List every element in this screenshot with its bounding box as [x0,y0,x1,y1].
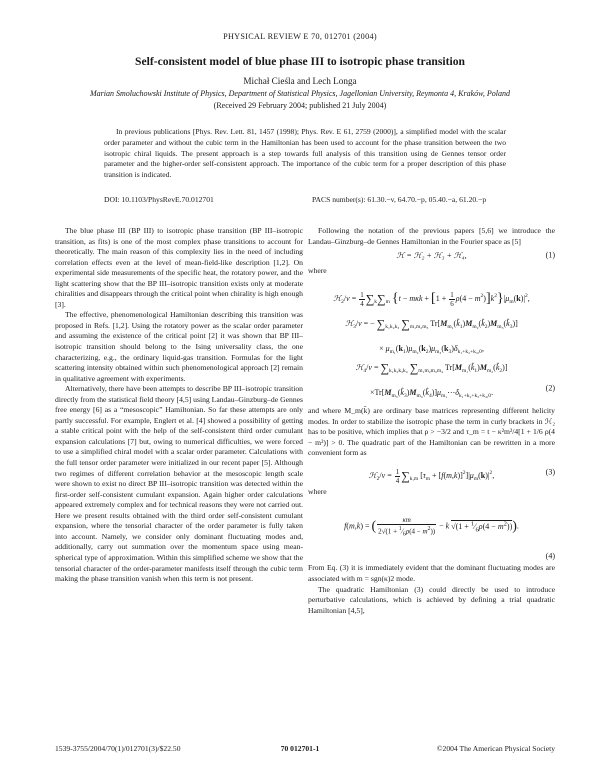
abstract: In previous publications [Phys. Rev. Lett. 81, 1457 (1998); Phys. Rev. E 61, 2759 (2000)], a simplified model with the scalar order parameter and without the cubic term in the Hamiltonian has been used to account for the phase transition between the two isotropic chiral liquids. The present approach is a step towards full analysis of this transition using de Gennes tensor order parameter and the higher-order self-consistent approach. The importance of the cubic term for a proper description of this phase transition is indicated. [104,127,506,180]
equation-h2: ℋ$_2$/v = $\frac{1}{4}$ $\sum_k\sum_m$ {t − mκk + [1 + $\frac{1}{6}$ $\rho(4 - m^2)]k^2\}|\mu_m(k)|^2$, [333,290,530,308]
paragraph: and where M_m(k̂) are ordinary base matrices representing different helicity modes. In order to stabilize the isotropic phase the term in curly brackets in ℋ₂ has to be positive, which implies that ρ > −3/2 and τ_m = t − κ²m²/4[1 + 1/6 ρ(4 − m²)] > 0. The quadratic part of the Hamiltonian can be rewritten in a more convenient form as [308,406,555,458]
equation-4: f(m,k) = ( $\frac{\kappa m}{2√(1 + ^1⁄_6\rho(4 - m^2))}$ − k $√(1 + ^1⁄_6\rho(4 - m^2))$). [344,515,519,538]
left-column [55,226,303,585]
authors: Michał Cieśla and Lech Longa [243,76,357,86]
doi: DOI: 10.1103/PhysRevE.70.012701 [104,195,214,204]
equation-3: ℋ$_2$/v = $\frac{1}{4}$ $\sum_{k,m}$ $[\tau_m + [f(m,k)]^2]|\mu_m(k)|^2$, (3) [368,467,555,485]
equation-h4: ℋ$_4$/v = $\sum_{k_1k_2k_3k_4}$ $\sum_{m_1m_2m_3m_4}$ $Tr[M_{m_1}(k̂_1)M_{m_2}(k̂_2)]$ $\times Tr[M_{m_3}(k̂_3)M_{m_4}(k̂_4)]\mu_{m_1}\cdots\delta_{k_1+k_2+k_3+k_4,0}$. (2) [355,361,555,400]
right-column [308,226,555,616]
footer-page-number: 70 012701-1 [280,744,320,753]
paragraph: Alternatively, there have been attempts to describe BP III–isotropic transition directly from the statistical field theory [4,5] using Landau–Ginzburg–de Gennes free energy [6] as a “mesoscopic” Hamiltonian. So far these attempts are only partly successful. For example, Englert et al. [4] showed a possibility of getting a stable critical point with the help of the self-consistent third order cumulant expansion calculations [7] but, owing to numerical difficulties, we were forced to use a simplified chiral model with a scalar order parameter. Calculations with the full tensor order parameter were initialized in our recent paper [5]. Although two regimes of different correlation behavior at the mesoscopic length scale were shown to exist no direct BP III–isotropic transition was detected within the first-order self-consistent cumulant expansion. Again higher order calculations appeared extremely complex and for technical reasons they were not carried out. Here we present results obtained with the third order self-consistent cumulant expansion, where the tensorial character of the order parameter is fully taken into account. Namely, we consider only dominant fluctuating modes and, additionally, carry out summation over the momentum space using mean-spherical type of approximation. Within this simplified scheme we show that the tensorial character of the order-parameter manifests itself through the cubic term making the phase transition vanish when this term is not present. [55,384,303,584]
paragraph: The quadratic Hamiltonian (3) could directly be used to introduce perturbative calculations, which is achieved by defining a trial quadratic Hamiltonian [4,5], [308,584,555,615]
footer-issn: 1539-3755/2004/70(1)/012701(3)/$22.50 [55,744,181,753]
equation-1 [308,251,555,262]
equation-2-block [308,279,555,403]
equation-number: (4) [545,552,555,562]
paragraph: The effective, phenomenological Hamiltonian describing this transition was proposed in Refs. [1,2]. Using the rotatory power as the scalar order parameter and assuming the existence of the critical point [2] it was shown that BP III–isotropic transition should belong to the Ising universality class, the one characterizing, e.g., the ordinary liquid-gas transition. Formulas for the light scattering intensity obtained within such phenomenological approach [2] remain in qualitative agreement with experiments. [55,310,303,383]
running-head: PHYSICAL REVIEW E 70, 012701 (2004) [223,32,377,41]
equation-4-number-row [308,551,555,563]
paragraph: Following the notation of the previous papers [5,6] we introduce the Landau–Ginzburg–de Gennes Hamiltonian in the Fourier space as [5] [308,226,555,246]
received-date: (Received 29 February 2004; published 21 July 2004) [213,101,387,110]
equation-number: (2) [545,384,555,394]
equation-h3: ℋ$_3$/v = − $\sum_{k_1k_2k_3}$ $\sum_{m_1m_2m_3}$ $Tr[M_{m_1}(k̂_1)M_{m_2}(k̂_2)M_{m_3}(k̂_3)]$ × $\mu_{m_1}(k_1)\mu_{m_2}(k_2)\mu_{m_3}(k_3)\delta_{k_1+k_2+k_3,0}$, [345,317,518,356]
where-text: where [308,486,327,496]
paragraph: From Eq. (3) it is immediately evident that the dominant fluctuating modes are associated with m = sgn(κ)2 mode. [308,563,555,584]
footer-copyright: ©2004 The American Physical Society [436,744,555,753]
equation-number: (3) [545,467,555,477]
equation-body: ℋ = ℋ₂ + ℋ₃ + ℋ₄, [396,251,467,261]
paper-title: Self-consistent model of blue phase III to isotropic phase transition [135,55,465,68]
paragraph: The blue phase III (BP III) to isotropic phase transition (BP III–isotropic transition, as fits) is one of the most complex phase transitions to account for theoretically. The main reason of this complexity lies in the need of including correlation effects even at the level of mean-field-like description [1,2]. On experimental side measurements of the specific heat, the rotatory power, and the light scattering show that the BP III–isotropic transition exists only at moderate chiralities and disappears through the critical point when chirality is high enough [3]. [55,226,303,309]
where-text: where [308,265,327,275]
affiliation: Marian Smoluchowski Institute of Physics, Department of Statistical Physics, Jagellonian University, Reymonta 4, Kraków, Poland [89,89,511,98]
equation-number: (1) [545,251,555,261]
pacs-numbers: PACS number(s): 61.30.−v, 64.70.−p, 05.40.−a, 61.20.−p [312,195,487,204]
